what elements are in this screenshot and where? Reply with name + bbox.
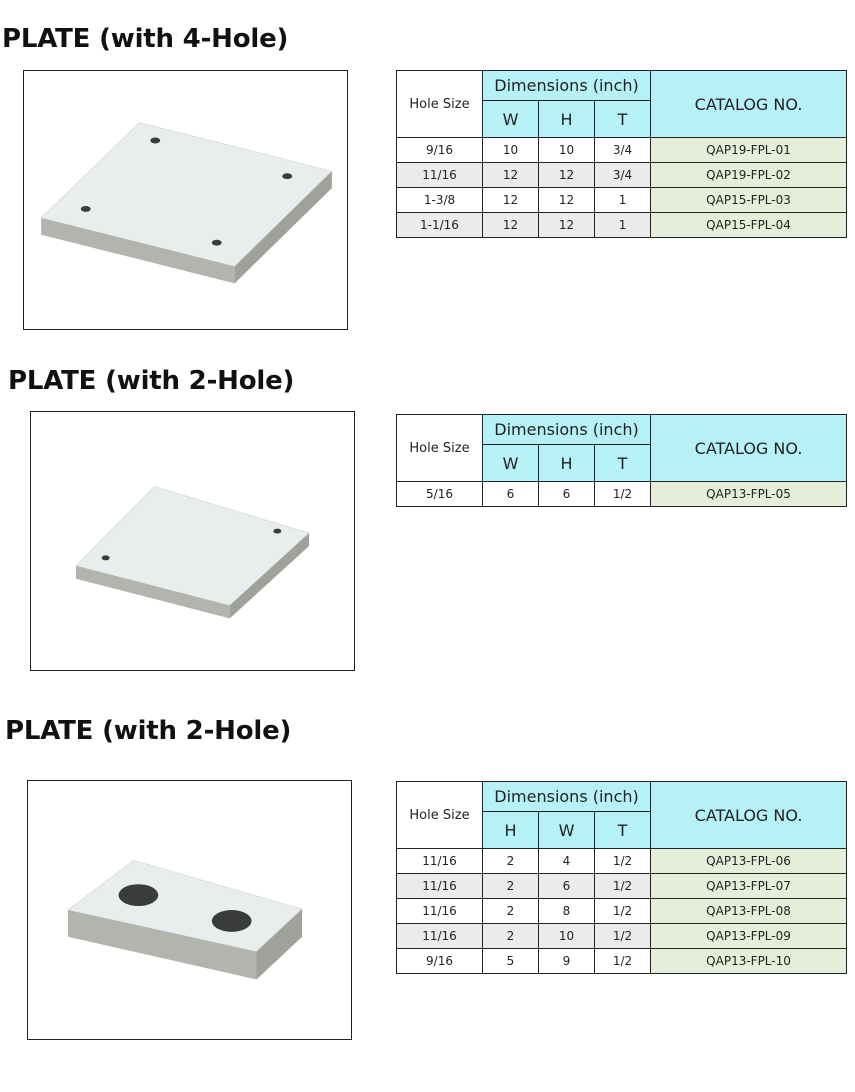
dimension-subheader: W <box>539 812 595 849</box>
catalog-number-cell: QAP13-FPL-09 <box>651 924 847 949</box>
catalog-number-cell: QAP19-FPL-02 <box>651 163 847 188</box>
dimension-subheader: T <box>595 812 651 849</box>
thickness-cell: 1 <box>595 188 651 213</box>
catalog-header: CATALOG NO. <box>651 782 847 849</box>
plate-hole <box>273 529 281 534</box>
plate-4-hole-drawing <box>24 71 347 329</box>
dimension-cell: 10 <box>483 138 539 163</box>
plate-hole <box>81 206 91 212</box>
catalog-number-cell: QAP13-FPL-10 <box>651 949 847 974</box>
table-row <box>397 899 847 924</box>
dimension-cell: 9 <box>539 949 595 974</box>
table-row <box>397 924 847 949</box>
hole-size-header: Hole Size <box>397 71 483 138</box>
plate-4-hole-image <box>23 70 348 330</box>
table-row <box>397 874 847 899</box>
spec-table-4-hole <box>396 70 847 238</box>
dimension-cell: 10 <box>539 138 595 163</box>
dimension-subheader: H <box>483 812 539 849</box>
hole-size-cell: 5/16 <box>397 482 483 507</box>
dimension-cell: 12 <box>539 213 595 238</box>
section-title-2-hole-square: PLATE (with 2-Hole) <box>8 366 295 396</box>
thickness-cell: 1/2 <box>595 949 651 974</box>
hole-size-cell: 9/16 <box>397 949 483 974</box>
dimensions-header: Dimensions (inch) <box>483 415 651 445</box>
thickness-cell: 1/2 <box>595 874 651 899</box>
catalog-header: CATALOG NO. <box>651 71 847 138</box>
dimension-subheader: H <box>539 445 595 482</box>
hole-size-cell: 11/16 <box>397 849 483 874</box>
dimension-cell: 8 <box>539 899 595 924</box>
dimension-cell: 2 <box>483 849 539 874</box>
dimension-cell: 12 <box>483 213 539 238</box>
section-title-4-hole: PLATE (with 4-Hole) <box>2 24 289 54</box>
catalog-header: CATALOG NO. <box>651 415 847 482</box>
hole-size-cell: 11/16 <box>397 163 483 188</box>
dimension-cell: 6 <box>539 482 595 507</box>
dimension-cell: 4 <box>539 849 595 874</box>
spec-table-2-hole-rect <box>396 781 847 974</box>
thickness-cell: 1 <box>595 213 651 238</box>
dimension-cell: 6 <box>539 874 595 899</box>
dimension-subheader: T <box>595 101 651 138</box>
dimension-cell: 6 <box>483 482 539 507</box>
thickness-cell: 1/2 <box>595 482 651 507</box>
dimensions-header: Dimensions (inch) <box>483 71 651 101</box>
table-row <box>397 213 847 238</box>
plate-hole <box>212 910 252 932</box>
table-row <box>397 482 847 507</box>
thickness-cell: 1/2 <box>595 899 651 924</box>
catalog-number-cell: QAP13-FPL-07 <box>651 874 847 899</box>
table-row <box>397 138 847 163</box>
plate-hole <box>212 240 222 246</box>
catalog-number-cell: QAP15-FPL-03 <box>651 188 847 213</box>
dimension-cell: 2 <box>483 899 539 924</box>
catalog-number-cell: QAP15-FPL-04 <box>651 213 847 238</box>
plate-hole <box>150 137 160 143</box>
dimension-cell: 2 <box>483 874 539 899</box>
dimension-cell: 12 <box>483 188 539 213</box>
plate-2-hole-rect-drawing <box>28 781 351 1039</box>
spec-table-2-hole-square <box>396 414 847 507</box>
plate-hole <box>282 173 292 179</box>
thickness-cell: 3/4 <box>595 138 651 163</box>
catalog-number-cell: QAP19-FPL-01 <box>651 138 847 163</box>
plate-2-hole-rect-image <box>27 780 352 1040</box>
hole-size-header: Hole Size <box>397 782 483 849</box>
thickness-cell: 1/2 <box>595 924 651 949</box>
dimension-subheader: H <box>539 101 595 138</box>
dimension-cell: 10 <box>539 924 595 949</box>
dimension-cell: 12 <box>539 188 595 213</box>
catalog-number-cell: QAP13-FPL-06 <box>651 849 847 874</box>
dimension-cell: 12 <box>483 163 539 188</box>
thickness-cell: 3/4 <box>595 163 651 188</box>
catalog-number-cell: QAP13-FPL-05 <box>651 482 847 507</box>
hole-size-cell: 1-3/8 <box>397 188 483 213</box>
hole-size-header: Hole Size <box>397 415 483 482</box>
dimension-subheader: W <box>483 101 539 138</box>
plate-hole <box>119 884 159 906</box>
dimension-cell: 2 <box>483 924 539 949</box>
hole-size-cell: 9/16 <box>397 138 483 163</box>
plate-2-hole-square-image <box>30 411 355 671</box>
dimension-subheader: W <box>483 445 539 482</box>
dimension-cell: 12 <box>539 163 595 188</box>
table-row <box>397 163 847 188</box>
dimensions-header: Dimensions (inch) <box>483 782 651 812</box>
catalog-number-cell: QAP13-FPL-08 <box>651 899 847 924</box>
thickness-cell: 1/2 <box>595 849 651 874</box>
table-row <box>397 949 847 974</box>
dimension-subheader: T <box>595 445 651 482</box>
plate-hole <box>102 555 110 560</box>
section-title-2-hole-rect: PLATE (with 2-Hole) <box>5 716 292 746</box>
table-row <box>397 188 847 213</box>
table-row <box>397 849 847 874</box>
dimension-cell: 5 <box>483 949 539 974</box>
plate-2-hole-square-drawing <box>31 412 354 670</box>
hole-size-cell: 11/16 <box>397 874 483 899</box>
hole-size-cell: 11/16 <box>397 924 483 949</box>
hole-size-cell: 1-1/16 <box>397 213 483 238</box>
hole-size-cell: 11/16 <box>397 899 483 924</box>
